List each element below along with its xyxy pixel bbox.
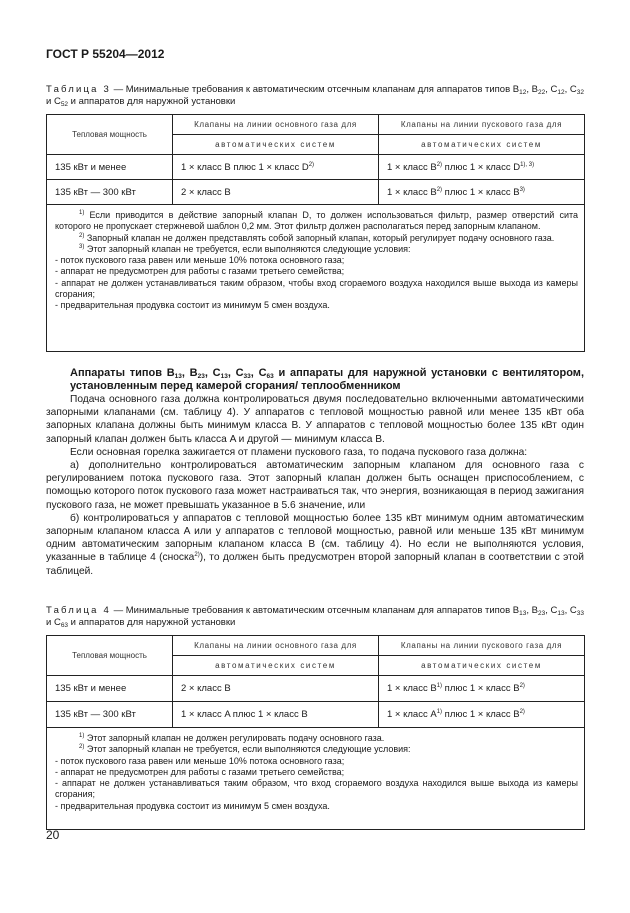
table3-header-auto-main: автоматических систем — [173, 135, 379, 155]
table3-note-2: $^{2)}$ Запорный клапан не должен представлять собой запорный клапан, который регулирует подачу основного газа. — [79, 232, 555, 243]
table3-condition: - поток пускового газа равен или меньше 10% потока основного газа; — [55, 255, 345, 266]
table4-condition: - аппарат не предусмотрен для работы с газами третьего семейства; — [55, 766, 345, 777]
table4-row2-main: 1 × класс A плюс 1 × класс B — [173, 702, 379, 728]
paragraph: а) дополнительно контролироваться автоматическим запорным клапаном для основного газа с регулированием потока пускового газа. Этот запорный клапан должен быть оснащен приспособлением, с помощью которого поток пускового газа может настраиваться так, что энергия, возникающая в период зажигания пускового газа, не может превышать указанное в 5.6 значение, или — [46, 460, 584, 511]
section-heading: Аппараты типов $B_{13}$, $B_{23}$, $C_{13}$, $C_{33}$, $C_{63}$ и аппараты для наружной установки с вентилятором, установленным перед камерой сгорания/ теплообменником — [70, 367, 584, 392]
table4-header-auto-main: автоматических систем — [173, 656, 379, 676]
table4-row2-power: 135 кВт — 300 кВт — [47, 702, 173, 728]
table3-notes — [47, 205, 585, 352]
table-row — [47, 180, 585, 205]
paragraph: б) контролироваться у аппаратов с тепловой мощностью более 135 кВт минимум одним автоматическим запорным клапаном класса A или у аппаратов с тепловой мощностью, равной или меньше 135 кВт минимум одним автоматическим запорным клапаном класса B (см. таблицу 4). Но если не выполняются условия, указанные в таблице 4 (сноска$^{2)}$), то должен быть предусмотрен второй запорный клапан в соответствии с этой таблицей. — [46, 512, 584, 577]
table4-condition: - предварительная продувка состоит из минимум 5 смен воздуха. — [55, 800, 330, 811]
table-row — [47, 155, 585, 180]
table3-row2-main: 2 × класс B — [173, 180, 379, 205]
table4-header-auto-start: автоматических систем — [379, 656, 585, 676]
section-body — [46, 367, 584, 578]
table3-row1-power: 135 кВт и менее — [47, 155, 173, 180]
table4-label: Таблица 4 — [46, 605, 111, 616]
table3-header-power: Тепловая мощность — [47, 115, 173, 155]
table3 — [46, 114, 585, 352]
table4-note-2: $^{2)}$ Этот запорный клапан не требуется, если выполняются следующие условия: — [79, 744, 411, 755]
table3-condition: - аппарат не должен устанавливаться таким образом, чтобы вход сгораемого воздуха находился выше выхода из камеры сгорания; — [55, 277, 578, 300]
table4-row2-start: 1 × класс $A^{1)}$ плюс 1 × класс $B^{2)}$ — [379, 702, 585, 728]
table3-condition: - аппарат не предусмотрен для работы с газами третьего семейства; — [55, 266, 345, 277]
table4-row1-start: 1 × класс $B^{1)}$ плюс 1 × класс $B^{2)}$ — [379, 676, 585, 702]
table4-condition: - поток пускового газа равен или меньше 10% потока основного газа; — [55, 755, 345, 766]
table4 — [46, 635, 585, 830]
table3-label: Таблица 3 — [46, 84, 111, 95]
table3-row2-power: 135 кВт — 300 кВт — [47, 180, 173, 205]
table3-row2-start: 1 × класс $B^{2)}$ плюс 1 × класс $B^{3)}$ — [379, 180, 585, 205]
table3-note-1: $^{1)}$ Если приводится в действие запорный клапан D, то должен использоваться фильтр, размер отверстий сита которого не пропускает стержневой шаблон 0,2 мм. Этот фильтр должен располагаться перед запорным клапаном. — [55, 210, 578, 232]
table3-row1-main: 1 × класс B плюс 1 × класс $D^{2)}$ — [173, 155, 379, 180]
table4-notes — [47, 728, 585, 830]
table4-row1-power: 135 кВт и менее — [47, 676, 173, 702]
table4-header-power: Тепловая мощность — [47, 636, 173, 676]
paragraph: Подача основного газа должна контролироваться двумя последовательно включенными автоматическими запорными клапанами (см. таблицу 4). У аппаратов с тепловой мощностью равной или менее 135 кВт оба запорных клапана должны быть минимум класса B. У аппаратов с тепловой мощностью более 135 кВт один запорный клапан должен быть класса A и другой — минимум класса B. — [46, 394, 584, 445]
table3-row1-start: 1 × класс $B^{2)}$ плюс 1 × класс $D^{1), 3)}$ — [379, 155, 585, 180]
table3-condition: - предварительная продувка состоит из минимум 5 смен воздуха. — [55, 300, 330, 311]
table-row — [47, 702, 585, 728]
table3-header-start-gas: Клапаны на линии пускового газа для — [379, 115, 585, 135]
table4-header-main-gas: Клапаны на линии основного газа для — [173, 636, 379, 656]
table3-header-main-gas: Клапаны на линии основного газа для — [173, 115, 379, 135]
page-number: 20 — [46, 828, 60, 842]
table4-note-1: $^{1)}$ Этот запорный клапан не должен регулировать подачу основного газа. — [79, 733, 385, 743]
table4-condition: - аппарат не должен устанавливаться таким образом, что вход сгораемого воздуха находился выше выхода из камеры сгорания; — [55, 778, 578, 800]
table4-caption: Таблица 4 — Минимальные требования к автоматическим отсечным клапанам для аппаратов типов $B_{13}$, $B_{23}$, $C_{13}$, $C_{33}$ и $C_{63}$ и аппаратов для наружной установки — [46, 605, 584, 629]
table3-note-3: $^{3)}$ Этот запорный клапан не требуется, если выполняются следующие условия: — [79, 243, 411, 254]
table4-header-start-gas: Клапаны на линии пускового газа для — [379, 636, 585, 656]
paragraph: Если основная горелка зажигается от пламени пускового газа, то подача пускового газа должна: — [70, 446, 528, 458]
table4-row1-main: 2 × класс B — [173, 676, 379, 702]
document-header: ГОСТ Р 55204—2012 — [46, 47, 165, 61]
table3-header-auto-start: автоматических систем — [379, 135, 585, 155]
table3-caption: Таблица 3 — Минимальные требования к автоматическим отсечным клапанам для аппаратов типов $B_{12}$, $B_{22}$, $C_{12}$, $C_{32}$ и $C_{52}$ и аппаратов для наружной установки — [46, 84, 584, 108]
table-row — [47, 676, 585, 702]
